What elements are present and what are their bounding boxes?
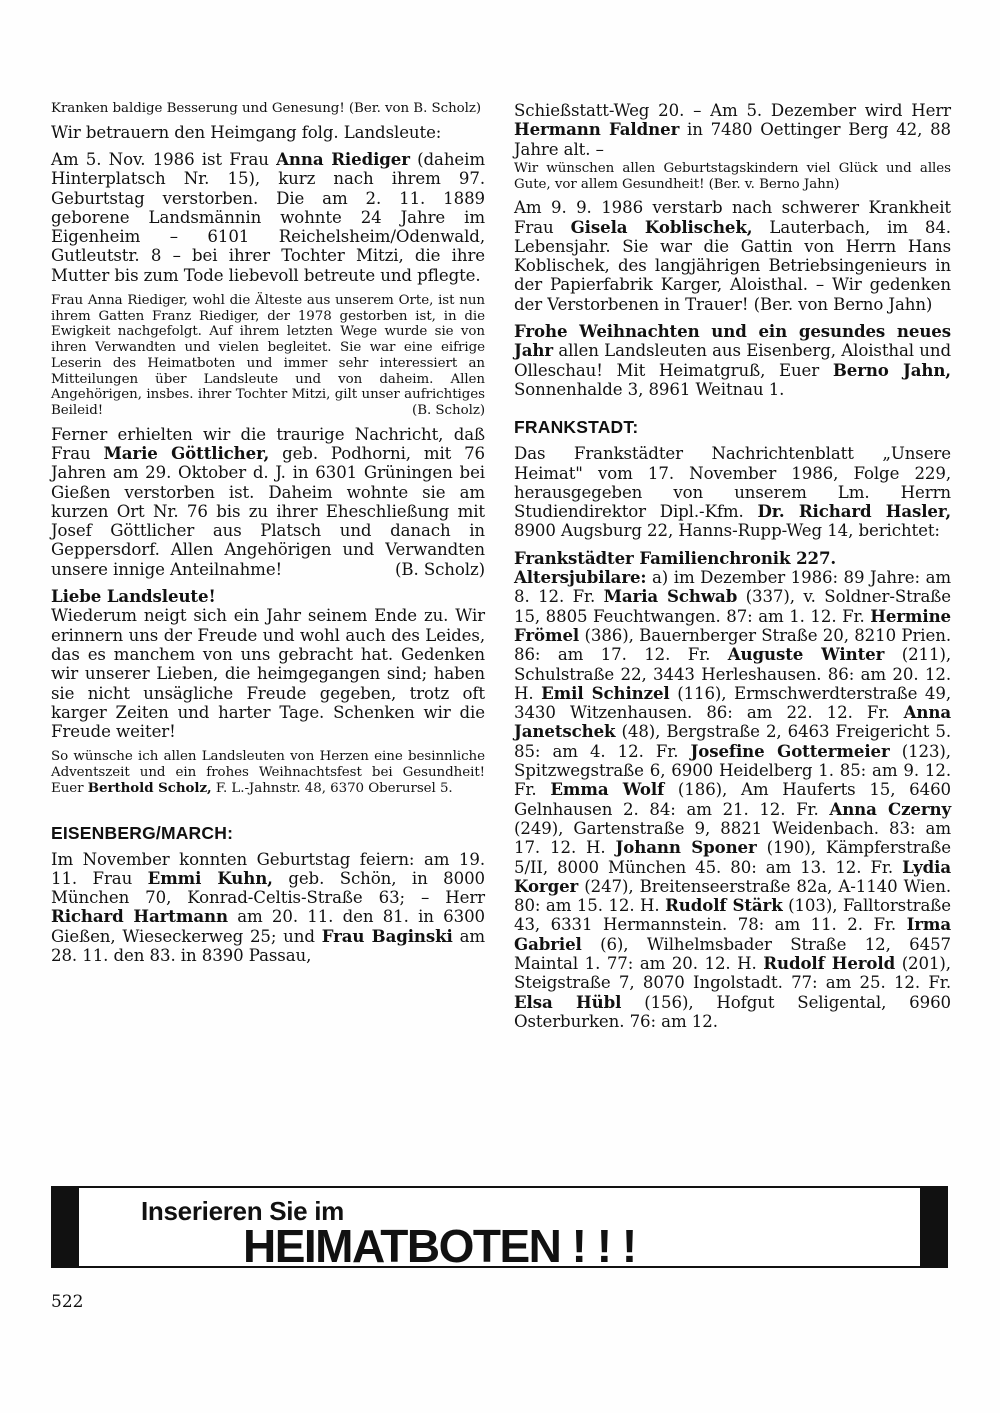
paragraph-marie-goettlicher: Ferner erhielten wir die traurige Nachricht, daß Frau Marie Göttlicher, geb. Podhorni, mit 76 Jahren am 29. Oktober d. J. in 6301 Grüningen bei Gießen verstorben ist. Daheim wohnte sie am kurzen Ort Nr. 76 bis zu ihrer Eheschließung mit Josef Göttlicher aus Platsch und danach in Geppersdorf. Allen Angehörigen und Verwandten unsere innige Anteilnahme! (B. Scholz) <box>51 424 485 579</box>
right-column <box>514 101 951 1039</box>
paragraph-christmas-wishes: So wünsche ich allen Landsleuten von Herzen eine besinnliche Adventszeit und ein frohes Weihnachtsfest bei Gesundheit! Euer Berthold Scholz, F. L.-Jahnstr. 48, 6370 Oberursel 5. <box>51 749 485 796</box>
signature: (B. Scholz) <box>412 403 485 418</box>
paragraph-frankstadt-news: Das Frankstädter Nachrichtenblatt „Unsere Heimat" vom 17. November 1986, Folge 229, herausgegeben von unserem Lm. Herrn Studiendirektor Dipl.-Kfm. Dr. Richard Hasler, 8900 Augsburg 22, Hanns-Rupp-Weg 14, berichtet: <box>514 444 951 541</box>
paragraph-eisenberg-birthdays: Im November konnten Geburtstag feiern: am 19. 11. Frau Emmi Kuhn, geb. Schön, in 8000 München 70, Konrad-Celtis-Straße 63; – Herr Richard Hartmann am 20. 11. den 81. in 6300 Gießen, Wieseckerweg 25; und Frau Baginski am 28. 11. den 83. in 8390 Passau, <box>51 849 485 966</box>
paragraph-faldner: Schießstatt-Weg 20. – Am 5. Dezember wird Herr Hermann Faldner in 7480 Oettinger Berg 42, 88 Jahre alt. – <box>514 101 952 159</box>
paragraph-birthday-wishes: Wir wünschen allen Geburtstagskindern viel Glück und alles Gute, vor allem Gesundheit! (Ber. v. Berno Jahn) <box>514 160 951 192</box>
paragraph-riediger-detail: Frau Anna Riediger, wohl die Älteste aus unserem Orte, ist nun ihrem Gatten Franz Riediger, der 1978 gestorben ist, in die Ewigkeit nachgefolgt. Auf ihrem letzten Wege wurde sie von ihren Verwandten und vielen begleitet. Sie war eine eifrige Leserin des Heimatboten und immer sehr interessiert an Mitteilungen über Landsleute und von daheim. Allen Angehörigen, insbes. ihrer Tochter Mitzi, gilt unser aufrichtiges Beileid! (B. Scholz) <box>51 293 485 418</box>
paragraph-year-end: Wiederum neigt sich ein Jahr seinem Ende zu. Wir erinnern uns der Freude und wohl auch des Leides, das es manchem von uns gebracht hat. Gedenken wir unserer Lieben, die heimgegangen sind; haben sie nicht unsägliche Freude gegeben, trotz oft karger Zeiten und harter Tage. Schenken wir die Freude weiter! <box>51 606 485 742</box>
paragraph-mourning-intro: Wir betrauern den Heimgang folg. Landsleute: <box>51 122 442 142</box>
advertisement-banner <box>51 1186 948 1272</box>
paragraph-greeting-head: Liebe Landsleute! <box>51 586 216 607</box>
banner-left-bar <box>53 1188 79 1266</box>
section-heading-eisenberg: EISENBERG/MARCH: <box>51 822 234 843</box>
paragraph-anna-riediger: Am 5. Nov. 1986 ist Frau Anna Riediger (daheim Hinterplatsch Nr. 15), kurz nach ihrem 97. Geburtstag verstorben. Die am 2. 11. 1889 geborene Landsmännin wohnte 24 Jahre im Eigenheim – 6101 Reichelsheim/Odenwald, Gutleutstr. 8 – bei ihrer Tochter Mitzi, die ihre Mutter bis zum Tode liebevoll betreute und pflegte. <box>51 149 485 285</box>
paragraph-age-jubilees: Altersjubilare: a) im Dezember 1986: 89 Jahre: am 8. 12. Fr. Maria Schwab (337), v. Soldner-Straße 15, 8805 Feuchtwangen. 87: am 1. 12. Fr. Hermine Frömel (386), Bauernberger Straße 20, 8210 Prien. 86: am 17. 12. Fr. Auguste Winter (211), Schulstraße 22, 3443 Herleshausen. 86: am 20. 12. H. Emil Schinzel (116), Ermschwerdterstraße 49, 3430 Witzenhausen. 86: am 22. 12. Fr. Anna Janetschek (48), Bergstraße 2, 6463 Freigericht 5. 85: am 4. 12. Fr. Josefine Gottermeier (123), Spitzwegstraße 6, 6900 Heidelberg 1. 85: am 9. 12. Fr. Emma Wolf (186), Am Hauferts 15, 6460 Gelnhausen 2. 84: am 21. 12. Fr. Anna Czerny (249), Gartenstraße 9, 8821 Weidenbach. 83: am 17. 12. H. Johann Sponer (190), Kämpferstraße 5/II, 8000 München 45. 80: am 13. 12. Fr. Lydia Korger (247), Breitenseerstraße 82a, A-1140 Wien. 80: am 15. 12. H. Rudolf Stärk (103), Falltorstraße 43, 6331 Hermannstein. 78: am 11. 2. Fr. Irma Gabriel (6), Wilhelmsbader Straße 12, 6457 Maintal 1. 77: am 20. 12. H. Rudolf Herold (201), Steigstraße 7, 8070 Ingolstadt. 77: am 25. 12. Fr. Elsa Hübl (156), Hofgut Seligental, 6960 Osterburken. 76: am 12. <box>514 567 952 1031</box>
page-number: 522 <box>51 1292 84 1312</box>
banner-line-1: Inserieren Sie im <box>141 1196 345 1226</box>
banner-right-bar <box>920 1188 946 1266</box>
paragraph-get-well: Kranken baldige Besserung und Genesung! (Ber. von B. Scholz) <box>51 101 482 116</box>
section-heading-frankstadt: FRANKSTADT: <box>514 417 639 438</box>
signature: (B. Scholz) <box>395 559 485 579</box>
paragraph-chronicle-head: Frankstädter Familienchronik 227. <box>514 547 837 568</box>
left-column <box>51 101 485 973</box>
paragraph-koblischek: Am 9. 9. 1986 verstarb nach schwerer Krankheit Frau Gisela Koblischek, Lauterbach, im 84. Lebensjahr. Sie war die Gattin von Herrn Hans Koblischek, des langjährigen Betriebsingenieurs in der Papierfabrik Karger, Aloisthal. – Wir gedenken der Verstorbenen in Trauer! (Ber. von Berno Jahn) <box>514 198 951 314</box>
banner-line-2: HEIMATBOTEN ! ! ! <box>243 1220 636 1272</box>
paragraph-christmas-greeting: Frohe Weihnachten und ein gesundes neues Jahr allen Landsleuten aus Eisenberg, Aloisthal und Olleschau! Mit Heimatgruß, Euer Berno Jahn, Sonnenhalde 3, 8961 Weitnau 1. <box>514 321 951 399</box>
